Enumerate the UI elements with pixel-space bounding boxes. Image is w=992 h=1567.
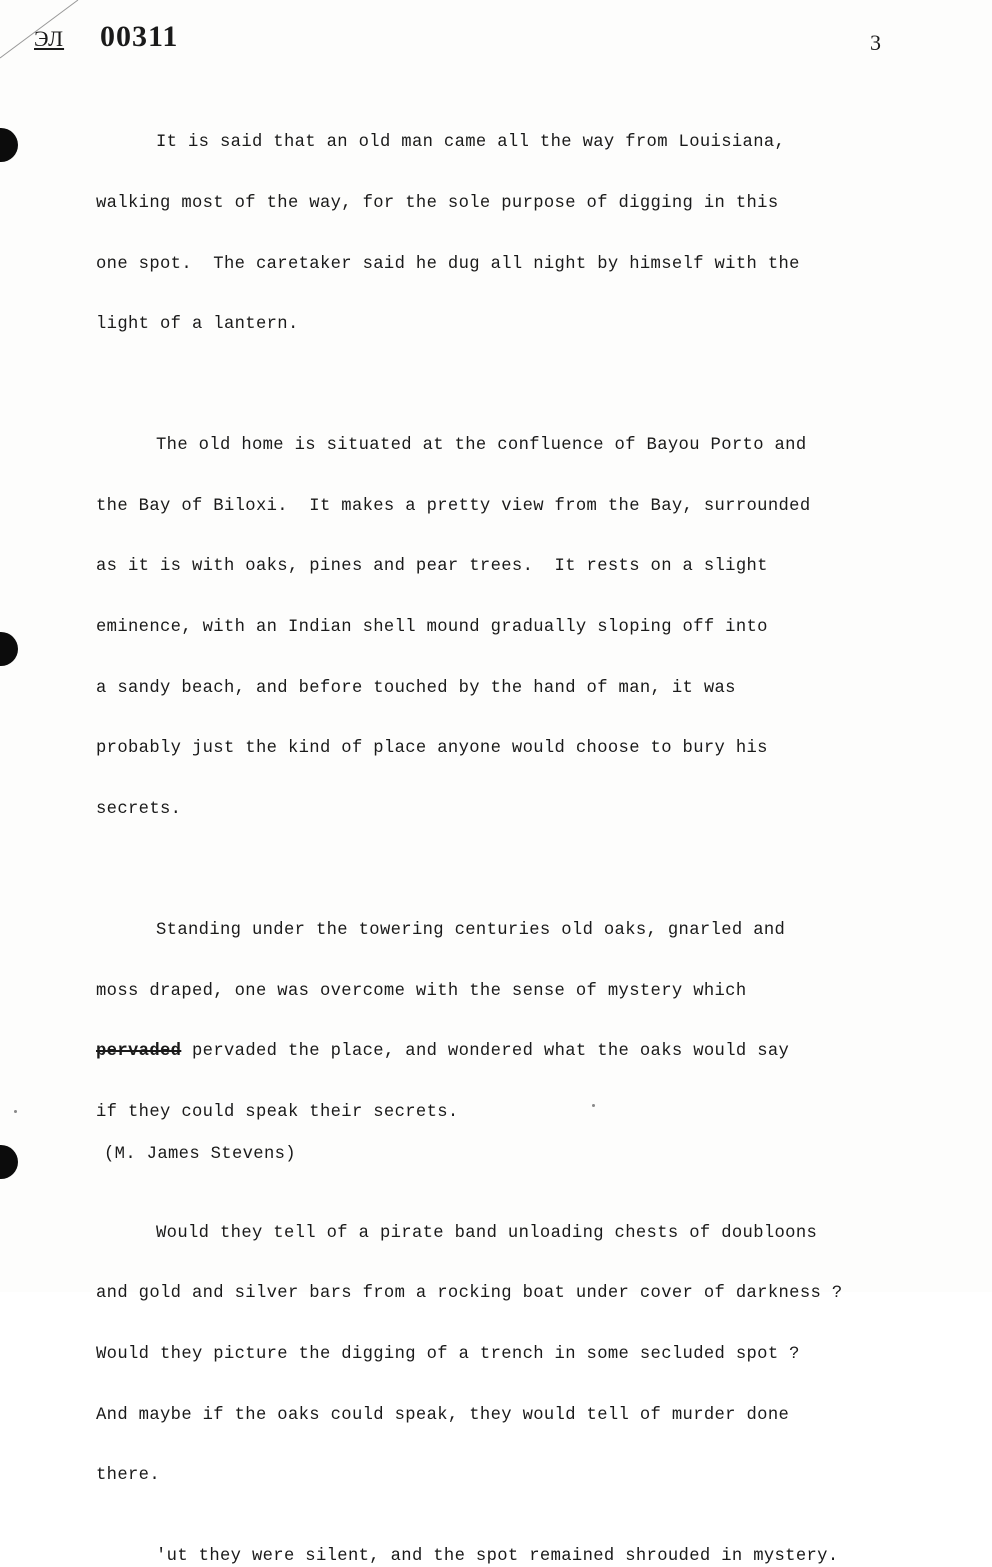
closing-line: 'ut they were silent, and the spot remained shrouded in mystery.: [156, 1546, 839, 1566]
text-line: And maybe if the oaks could speak, they would tell of murder done: [96, 1405, 790, 1425]
text-line: as it is with oaks, pines and pear trees. It rests on a slight: [96, 557, 768, 577]
punch-hole-bottom: [0, 1145, 18, 1179]
text-line: and gold and silver bars from a rocking boat under cover of darkness ?: [96, 1284, 843, 1304]
text-line: The old home is situated at the confluence of Bayou Porto and: [156, 436, 807, 456]
text-line: there.: [96, 1466, 160, 1486]
text-line: if they could speak their secrets.: [96, 1102, 459, 1122]
text-line: one spot. The caretaker said he dug all night by himself with the: [96, 254, 800, 274]
text-line: Standing under the towering centuries old oaks, gnarled and: [156, 920, 786, 940]
text-line: It is said that an old man came all the way from Louisiana,: [156, 133, 786, 153]
body-text: [96, 93, 956, 1567]
punch-hole-middle: [0, 632, 18, 666]
text-line: moss draped, one was overcome with the sense of mystery which: [96, 981, 747, 1001]
paragraph-2: [96, 396, 956, 861]
text-line-with-strike: [96, 1042, 956, 1062]
struck-out-word: pervaded: [96, 1042, 182, 1062]
text-line: light of a lantern.: [96, 315, 299, 335]
author-signature: (M. James Stevens): [104, 1145, 296, 1164]
text-line: Would they picture the digging of a trench in some secluded spot ?: [96, 1344, 800, 1364]
text-line: secrets.: [96, 799, 182, 819]
text-fragment: pervaded the place, and wondered what the oaks would say: [181, 1042, 790, 1062]
text-line: probably just the kind of place anyone would choose to bury his: [96, 739, 768, 759]
archive-mark: ЭЛ: [34, 26, 65, 51]
text-line: walking most of the way, for the sole purpose of digging in this: [96, 194, 779, 214]
text-line: Would they tell of a pirate band unloading chests of doubloons: [156, 1223, 818, 1243]
text-line: the Bay of Biloxi. It makes a pretty view from the Bay, surrounded: [96, 496, 811, 516]
paper-speck: [14, 1110, 17, 1113]
page-number: 3: [870, 30, 881, 55]
document-number: 00311: [100, 20, 179, 53]
paragraph-1: [96, 93, 956, 376]
paragraph-3: [96, 881, 956, 1164]
punch-hole-top: [0, 128, 18, 162]
text-line: eminence, with an Indian shell mound gradually sloping off into: [96, 618, 768, 638]
text-line: a sandy beach, and before touched by the hand of man, it was: [96, 678, 736, 698]
paragraph-4: [96, 1183, 956, 1526]
